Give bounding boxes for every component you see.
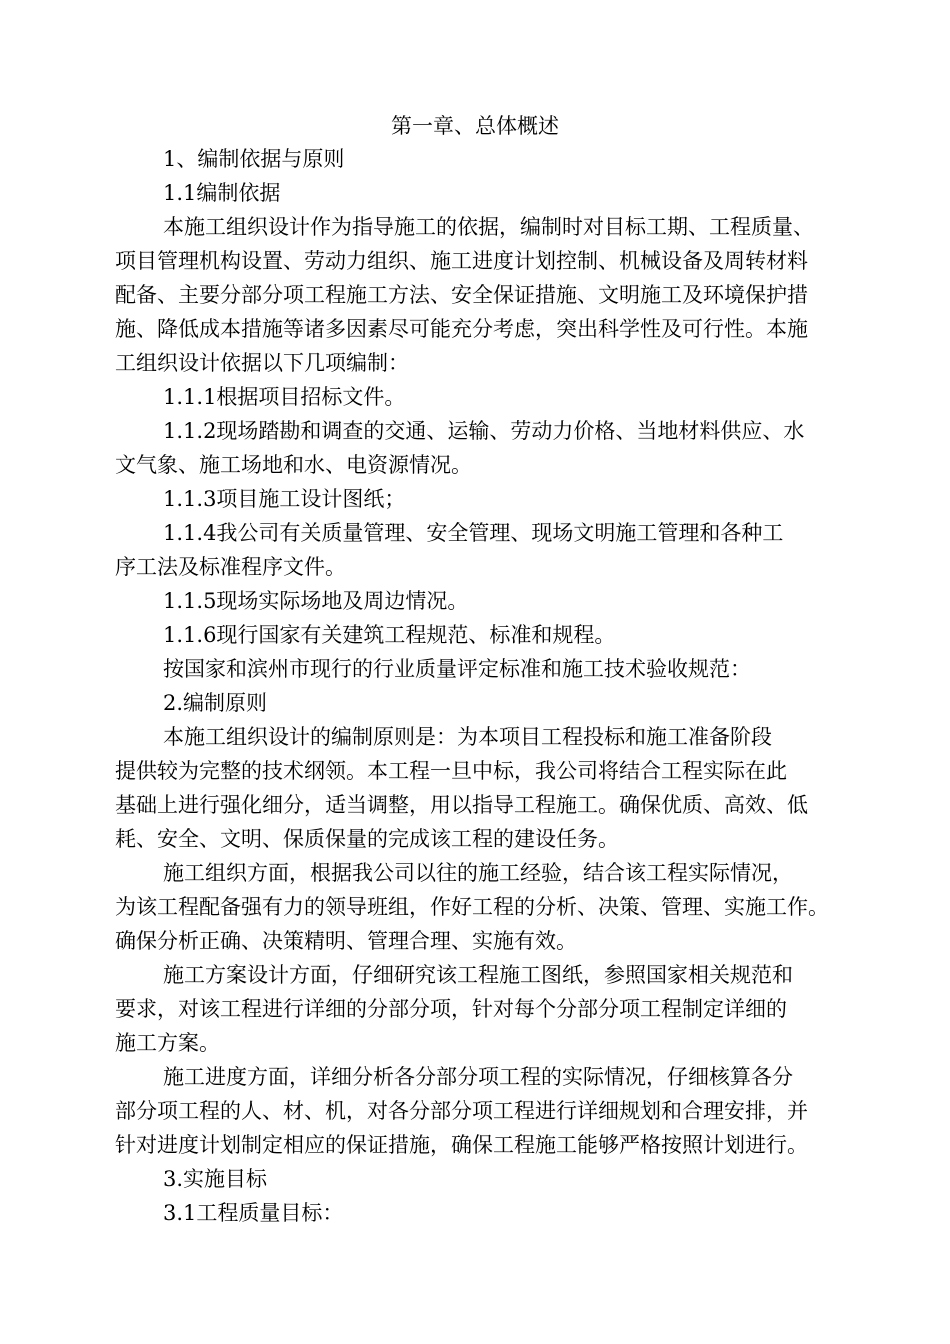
paragraph-line: 配备、主要分部分项工程施工方法、安全保证措施、文明施工及环境保护措 [115,283,808,307]
list-item: 1.1.1根据项目招标文件。 [163,385,406,409]
paragraph-line: 提供较为完整的技术纲领。本工程一旦中标，我公司将结合工程实际在此 [115,759,787,783]
subsection-heading: 3.1工程质量目标： [163,1201,344,1225]
paragraph-line: 施工组织方面，根据我公司以往的施工经验，结合该工程实际情况， [163,861,793,885]
paragraph-line: 针对进度计划制定相应的保证措施，确保工程施工能够严格按照计划进行。 [115,1133,808,1157]
list-item: 1.1.3项目施工设计图纸； [163,487,406,511]
list-item: 1.1.6现行国家有关建筑工程规范、标准和规程。 [163,623,616,647]
paragraph-line: 施工方案。 [115,1031,220,1055]
paragraph-line: 为该工程配备强有力的领导班组，作好工程的分析、决策、管理、实施工作。 [115,895,829,919]
paragraph-line: 按国家和滨州市现行的行业质量评定标准和施工技术验收规范： [163,657,751,681]
list-item: 1.1.4我公司有关质量管理、安全管理、现场文明施工管理和各种工 [163,521,784,545]
paragraph-line: 本施工组织设计的编制原则是：为本项目工程投标和施工准备阶段 [163,725,772,749]
list-item: 1.1.5现场实际场地及周边情况。 [163,589,469,613]
list-item: 1.1.2现场踏勘和调查的交通、运输、劳动力价格、当地材料供应、水 [163,419,805,443]
paragraph-line: 项目管理机构设置、劳动力组织、施工进度计划控制、机械设备及周转材料 [115,249,808,273]
section-heading: 2.编制原则 [163,691,268,715]
section-heading: 3.实施目标 [163,1167,268,1191]
paragraph-line: 基础上进行强化细分，适当调整，用以指导工程施工。确保优质、高效、低 [115,793,808,817]
list-item-continued: 序工法及标准程序文件。 [115,555,346,579]
list-item-continued: 文气象、施工场地和水、电资源情况。 [115,453,472,477]
paragraph-line: 施、降低成本措施等诸多因素尽可能充分考虑，突出科学性及可行性。本施 [115,317,808,341]
paragraph-line: 施工进度方面，详细分析各分部分项工程的实际情况，仔细核算各分 [163,1065,793,1089]
paragraph-line: 要求，对该工程进行详细的分部分项，针对每个分部分项工程制定详细的 [115,997,787,1021]
paragraph-line: 工组织设计依据以下几项编制： [115,351,409,375]
paragraph-line: 施工方案设计方面，仔细研究该工程施工图纸，参照国家相关规范和 [163,963,793,987]
paragraph-line: 耗、安全、文明、保质保量的完成该工程的建设任务。 [115,827,619,851]
paragraph-line: 确保分析正确、决策精明、管理合理、实施有效。 [115,929,577,953]
section-heading: 1、编制依据与原则 [163,147,345,171]
paragraph-line: 部分项工程的人、材、机，对各分部分项工程进行详细规划和合理安排，并 [115,1099,808,1123]
subsection-heading: 1.1编制依据 [163,181,281,205]
paragraph-line: 本施工组织设计作为指导施工的依据，编制时对目标工期、工程质量、 [163,215,814,239]
chapter-title: 第一章、总体概述 [391,114,559,138]
